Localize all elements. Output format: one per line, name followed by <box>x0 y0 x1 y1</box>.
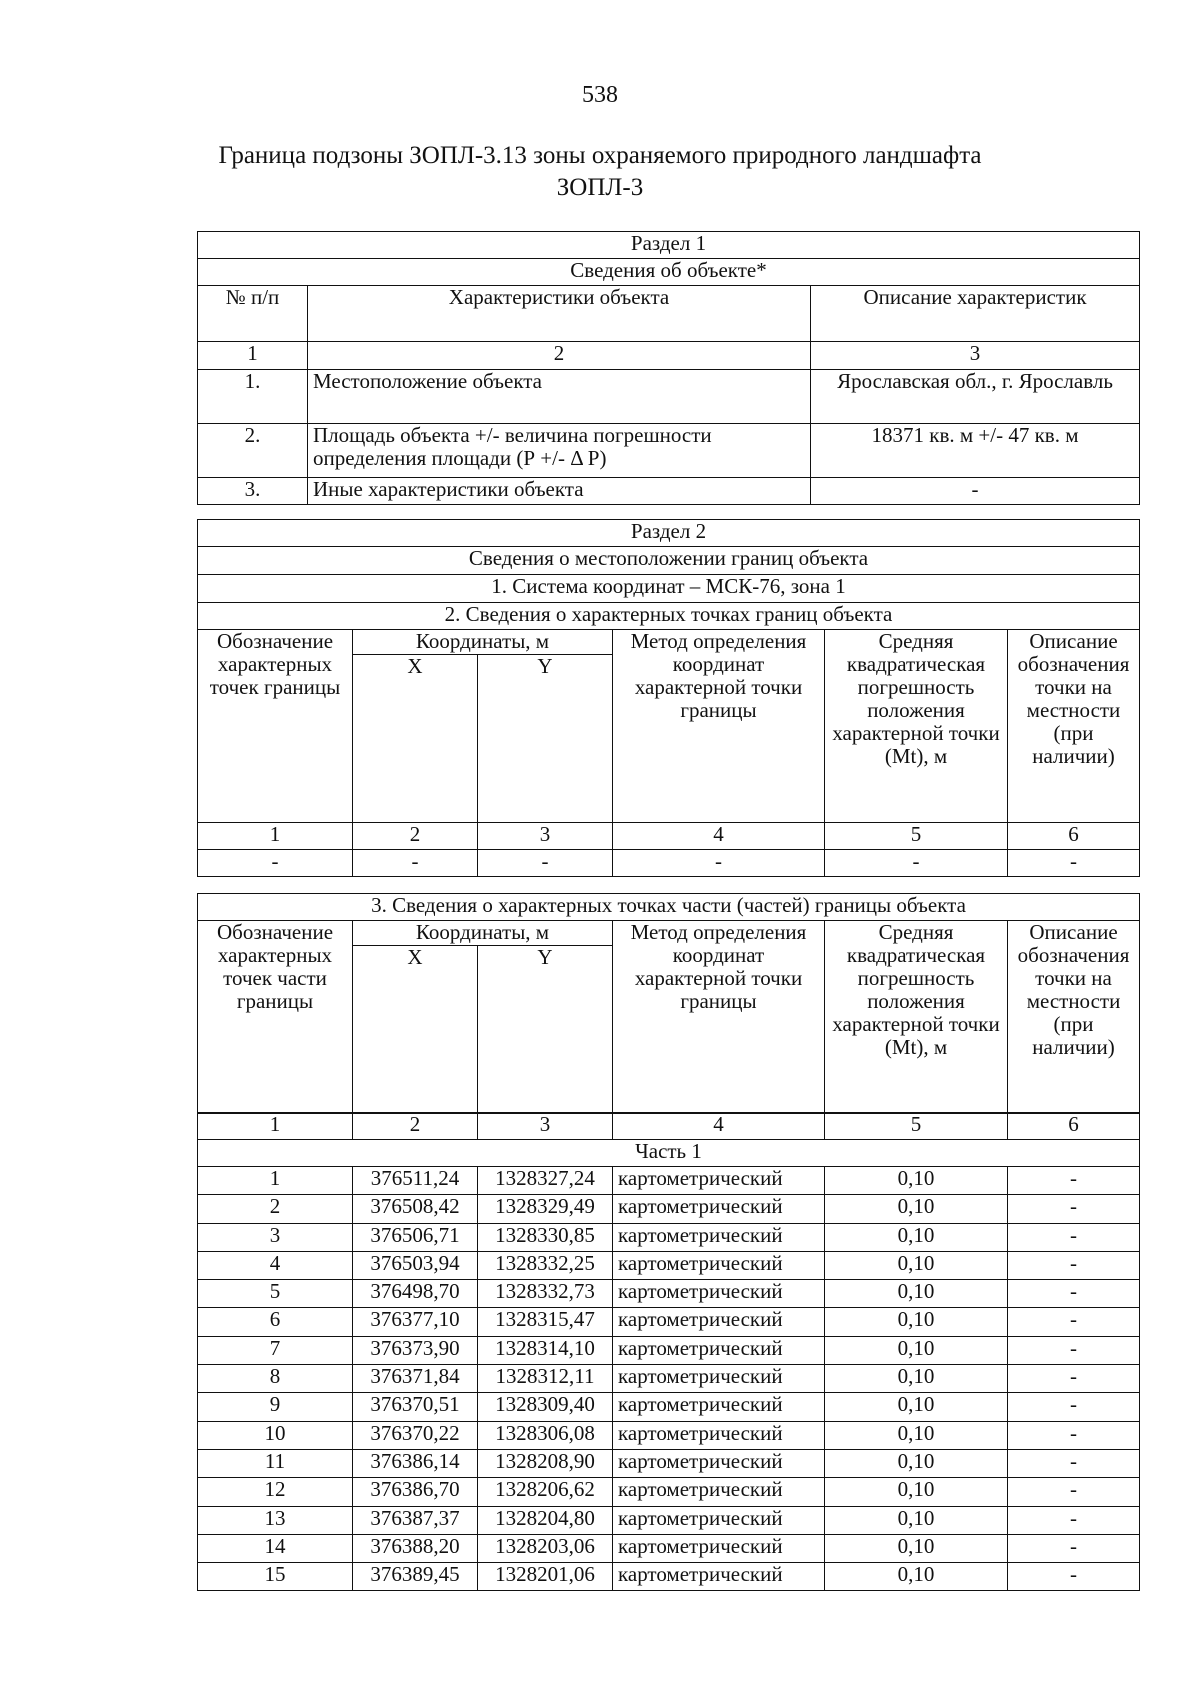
empty-cell: - <box>353 850 478 877</box>
row-num: 3. <box>198 478 308 505</box>
table-row <box>198 1449 1140 1477</box>
col-number: 2 <box>308 342 811 370</box>
section2-table <box>197 519 1140 877</box>
point-y: 1328204,80 <box>478 1506 613 1534</box>
point-description: - <box>1008 1365 1140 1393</box>
point-description: - <box>1008 1167 1140 1195</box>
points-title: 2. Сведения о характерных точках границ объекта <box>198 603 1140 630</box>
point-x: 376389,45 <box>353 1563 478 1591</box>
title-line-1: Граница подзоны ЗОПЛ-3.13 зоны охраняемого природного ландшафта <box>218 142 982 169</box>
table-row <box>198 1336 1140 1364</box>
point-y: 1328309,40 <box>478 1393 613 1421</box>
point-x: 376498,70 <box>353 1280 478 1308</box>
header-accuracy: Средняя квадратическая погрешность положения характерной точки (Mt), м <box>825 921 1008 1114</box>
header-x: X <box>353 655 478 823</box>
point-method: картометрический <box>613 1195 825 1223</box>
point-description: - <box>1008 1336 1140 1364</box>
table-row <box>198 1280 1140 1308</box>
col-number: 6 <box>1008 823 1140 850</box>
row-value: 18371 кв. м +/- 47 кв. м <box>811 424 1140 478</box>
point-number: 15 <box>198 1563 353 1591</box>
header-y: Y <box>478 655 613 823</box>
point-accuracy: 0,10 <box>825 1478 1008 1506</box>
header-num: № п/п <box>198 286 308 342</box>
header-method: Метод определения координат характерной точки границы <box>613 921 825 1114</box>
point-number: 5 <box>198 1280 353 1308</box>
header-description: Описание характеристик <box>811 286 1140 342</box>
point-number: 11 <box>198 1449 353 1477</box>
point-method: картометрический <box>613 1421 825 1449</box>
empty-cell: - <box>1008 850 1140 877</box>
table-row <box>198 1563 1140 1591</box>
table-row <box>198 1195 1140 1223</box>
row-name: Местоположение объекта <box>308 370 811 424</box>
point-number: 2 <box>198 1195 353 1223</box>
point-description: - <box>1008 1421 1140 1449</box>
point-method: картометрический <box>613 1365 825 1393</box>
point-method: картометрический <box>613 1336 825 1364</box>
point-y: 1328329,49 <box>478 1195 613 1223</box>
page-number: 538 <box>582 82 618 108</box>
section3-table <box>197 893 1140 1114</box>
header-characteristics: Характеристики объекта <box>308 286 811 342</box>
point-description: - <box>1008 1506 1140 1534</box>
section3-title: 3. Сведения о характерных точках части (частей) границы объекта <box>198 894 1140 921</box>
table-row <box>198 1393 1140 1421</box>
point-number: 8 <box>198 1365 353 1393</box>
point-method: картометрический <box>613 1251 825 1279</box>
table-row <box>198 1365 1140 1393</box>
point-number: 3 <box>198 1223 353 1251</box>
point-method: картометрический <box>613 1280 825 1308</box>
col-number: 2 <box>353 823 478 850</box>
empty-cell: - <box>478 850 613 877</box>
point-y: 1328203,06 <box>478 1534 613 1562</box>
point-accuracy: 0,10 <box>825 1336 1008 1364</box>
col-number: 3 <box>478 823 613 850</box>
point-accuracy: 0,10 <box>825 1365 1008 1393</box>
point-method: картометрический <box>613 1393 825 1421</box>
point-accuracy: 0,10 <box>825 1506 1008 1534</box>
points-body <box>198 1167 1140 1591</box>
point-number: 13 <box>198 1506 353 1534</box>
col-number: 3 <box>811 342 1140 370</box>
point-method: картометрический <box>613 1223 825 1251</box>
section1-subtitle: Сведения об объекте* <box>198 259 1140 286</box>
col-number: 4 <box>613 1113 825 1140</box>
point-accuracy: 0,10 <box>825 1251 1008 1279</box>
point-method: картометрический <box>613 1478 825 1506</box>
col-number: 2 <box>353 1113 478 1140</box>
page-title <box>150 140 1050 204</box>
point-y: 1328332,25 <box>478 1251 613 1279</box>
point-description: - <box>1008 1534 1140 1562</box>
point-y: 1328330,85 <box>478 1223 613 1251</box>
col-number: 6 <box>1008 1113 1140 1140</box>
point-y: 1328201,06 <box>478 1563 613 1591</box>
col-number: 5 <box>825 1113 1008 1140</box>
coord-system: 1. Система координат – МСК-76, зона 1 <box>198 575 1140 603</box>
point-number: 6 <box>198 1308 353 1336</box>
point-y: 1328312,11 <box>478 1365 613 1393</box>
point-accuracy: 0,10 <box>825 1280 1008 1308</box>
point-x: 376511,24 <box>353 1167 478 1195</box>
point-x: 376506,71 <box>353 1223 478 1251</box>
point-description: - <box>1008 1280 1140 1308</box>
col-number: 1 <box>198 1113 353 1140</box>
point-x: 376508,42 <box>353 1195 478 1223</box>
point-accuracy: 0,10 <box>825 1449 1008 1477</box>
point-y: 1328306,08 <box>478 1421 613 1449</box>
title-line-2: ЗОПЛ-3 <box>556 174 644 201</box>
col-number: 4 <box>613 823 825 850</box>
point-description: - <box>1008 1195 1140 1223</box>
section2-title: Раздел 2 <box>198 520 1140 547</box>
point-x: 376377,10 <box>353 1308 478 1336</box>
header-method: Метод определения координат характерной точки границы <box>613 630 825 823</box>
point-description: - <box>1008 1563 1140 1591</box>
point-x: 376386,14 <box>353 1449 478 1477</box>
part-label: Часть 1 <box>198 1140 1140 1167</box>
point-method: картометрический <box>613 1167 825 1195</box>
empty-cell: - <box>613 850 825 877</box>
point-accuracy: 0,10 <box>825 1308 1008 1336</box>
point-number: 9 <box>198 1393 353 1421</box>
point-y: 1328315,47 <box>478 1308 613 1336</box>
section1-table <box>197 231 1140 505</box>
point-description: - <box>1008 1223 1140 1251</box>
col-number: 1 <box>198 823 353 850</box>
table-row <box>198 1167 1140 1195</box>
table-row <box>198 1534 1140 1562</box>
row-value: Ярославская обл., г. Ярославль <box>811 370 1140 424</box>
point-x: 376503,94 <box>353 1251 478 1279</box>
table-row <box>198 1421 1140 1449</box>
points-table <box>197 1112 1140 1591</box>
point-x: 376371,84 <box>353 1365 478 1393</box>
header-coords: Координаты, м <box>353 921 613 946</box>
point-method: картометрический <box>613 1449 825 1477</box>
point-x: 376386,70 <box>353 1478 478 1506</box>
col-number: 5 <box>825 823 1008 850</box>
row-value: - <box>811 478 1140 505</box>
point-method: картометрический <box>613 1534 825 1562</box>
point-number: 1 <box>198 1167 353 1195</box>
point-y: 1328327,24 <box>478 1167 613 1195</box>
point-number: 7 <box>198 1336 353 1364</box>
point-y: 1328332,73 <box>478 1280 613 1308</box>
point-accuracy: 0,10 <box>825 1167 1008 1195</box>
header-y: Y <box>478 946 613 1114</box>
table-row <box>198 1506 1140 1534</box>
header-coords: Координаты, м <box>353 630 613 655</box>
table-row <box>198 1478 1140 1506</box>
point-description: - <box>1008 1251 1140 1279</box>
point-x: 376370,22 <box>353 1421 478 1449</box>
point-accuracy: 0,10 <box>825 1563 1008 1591</box>
point-description: - <box>1008 1449 1140 1477</box>
point-number: 12 <box>198 1478 353 1506</box>
empty-cell: - <box>198 850 353 877</box>
point-x: 376387,37 <box>353 1506 478 1534</box>
header-designation: Обозначение характерных точек границы <box>198 630 353 823</box>
table-row <box>198 1308 1140 1336</box>
header-point-description: Описание обозначения точки на местности (при наличии) <box>1008 630 1140 823</box>
point-y: 1328314,10 <box>478 1336 613 1364</box>
point-description: - <box>1008 1393 1140 1421</box>
point-number: 10 <box>198 1421 353 1449</box>
point-y: 1328206,62 <box>478 1478 613 1506</box>
header-designation: Обозначение характерных точек части границы <box>198 921 353 1114</box>
point-accuracy: 0,10 <box>825 1195 1008 1223</box>
section2-subtitle: Сведения о местоположении границ объекта <box>198 547 1140 575</box>
point-number: 4 <box>198 1251 353 1279</box>
section1-title: Раздел 1 <box>198 232 1140 259</box>
row-num: 2. <box>198 424 308 478</box>
point-method: картометрический <box>613 1506 825 1534</box>
row-name: Площадь объекта +/- величина погрешности определения площади (Р +/- Δ Р) <box>308 424 811 478</box>
empty-cell: - <box>825 850 1008 877</box>
row-name: Иные характеристики объекта <box>308 478 811 505</box>
point-method: картометрический <box>613 1308 825 1336</box>
table-row <box>198 1251 1140 1279</box>
row-num: 1. <box>198 370 308 424</box>
header-accuracy: Средняя квадратическая погрешность положения характерной точки (Mt), м <box>825 630 1008 823</box>
col-number: 1 <box>198 342 308 370</box>
point-x: 376373,90 <box>353 1336 478 1364</box>
point-accuracy: 0,10 <box>825 1534 1008 1562</box>
point-method: картометрический <box>613 1563 825 1591</box>
header-point-description: Описание обозначения точки на местности (при наличии) <box>1008 921 1140 1114</box>
col-number: 3 <box>478 1113 613 1140</box>
point-x: 376388,20 <box>353 1534 478 1562</box>
table-row <box>198 1223 1140 1251</box>
point-description: - <box>1008 1308 1140 1336</box>
header-x: X <box>353 946 478 1114</box>
point-number: 14 <box>198 1534 353 1562</box>
point-description: - <box>1008 1478 1140 1506</box>
point-accuracy: 0,10 <box>825 1421 1008 1449</box>
point-accuracy: 0,10 <box>825 1223 1008 1251</box>
point-accuracy: 0,10 <box>825 1393 1008 1421</box>
point-x: 376370,51 <box>353 1393 478 1421</box>
point-y: 1328208,90 <box>478 1449 613 1477</box>
